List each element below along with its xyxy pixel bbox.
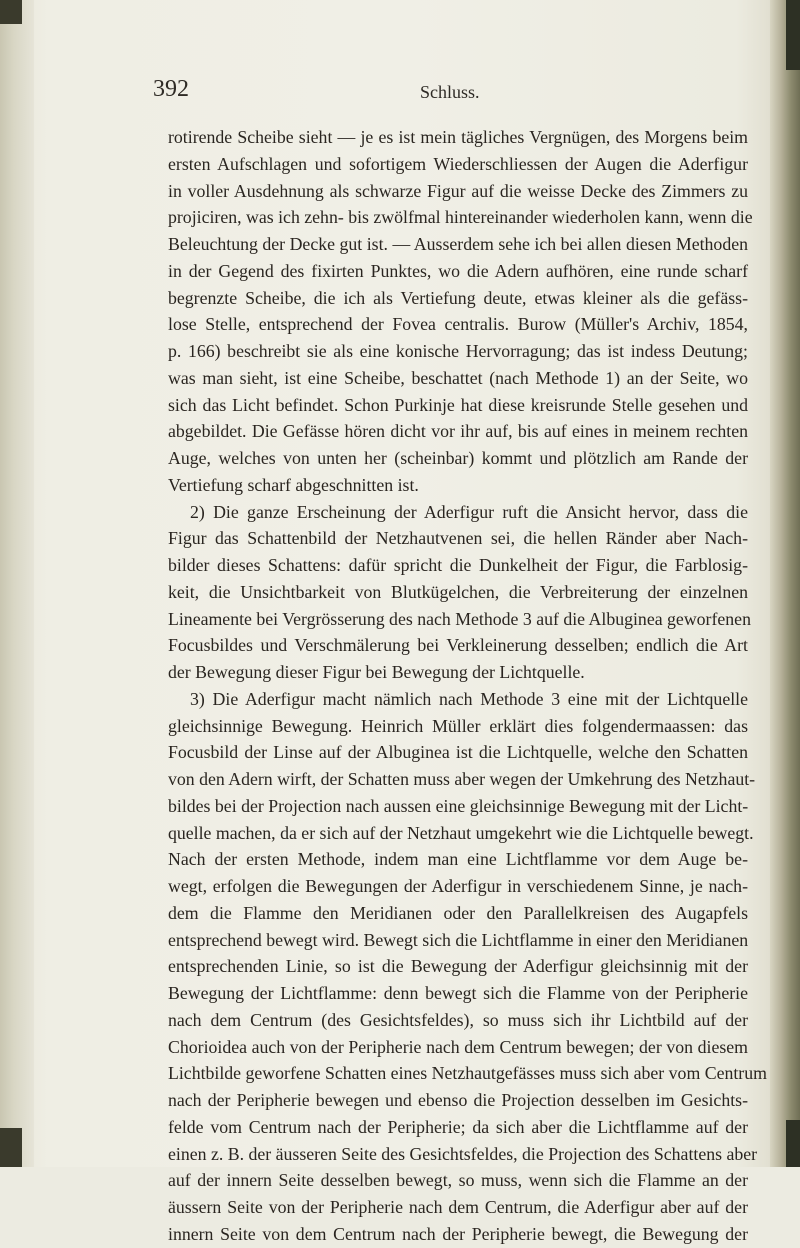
text-line: dem die Flamme den Meridianen oder den Parallelkreisen des Augapfels [168, 902, 748, 923]
text-line: keit, die Unsichtbarkeit von Blutkügelchen, die Verbreiterung der einzelnen [168, 581, 748, 602]
page-header [0, 76, 800, 108]
text-line: Beleuchtung der Decke gut ist. — Ausserdem sehe ich bei allen diesen Methoden [168, 234, 748, 254]
text-line: Chorioidea auch von der Peripherie nach dem Centrum bewegen; der von diesem [168, 1036, 748, 1057]
text-line: p. 166) beschreibt sie als eine konische Hervorragung; das ist indess Deutung; [168, 341, 748, 361]
text-line: entsprechend bewegt wird. Bewegt sich die Lichtflamme in einer den Meridianen [168, 929, 749, 950]
text-line: was man sieht, ist eine Scheibe, beschattet (nach Methode 1) an der Seite, wo [168, 367, 748, 388]
text-line: einen z. B. der äusseren Seite des Gesichtsfeldes, die Projection des Schattens aber [168, 1143, 758, 1164]
text-line: in voller Ausdehnung als schwarze Figur auf die weisse Decke des Zimmers zu [168, 180, 748, 201]
running-head: Schluss. [420, 82, 480, 102]
text-line: begrenzte Scheibe, die ich als Vertiefung deute, etwas kleiner als die gefäss- [168, 287, 748, 308]
text-line: in der Gegend des fixirten Punktes, wo die Adern aufhören, eine runde scharf [168, 260, 748, 281]
text-line: ersten Aufschlagen und sofortigem Wiederschliessen der Augen die Aderfigur [168, 153, 748, 174]
text-line: Auge, welches von unten her (scheinbar) kommt und plötzlich am Rande der [168, 448, 748, 468]
text-line: lose Stelle, entsprechend der Fovea centralis. Burow (Müller's Archiv, 1854, [168, 314, 748, 335]
text-line: Bewegung der Lichtflamme: denn bewegt sich die Flamme von der Peripherie [168, 983, 748, 1003]
text-line: entsprechenden Linie, so ist die Bewegung der Aderfigur gleichsinnig mit der [168, 956, 748, 977]
text-line: Lichtbilde geworfene Schatten eines Netzhautgefässes muss sich aber vom Centrum [168, 1063, 767, 1084]
text-line: von den Adern wirft, der Schatten muss aber wegen der Umkehrung des Netzhaut- [168, 769, 756, 789]
text-line: äussern Seite von der Peripherie nach dem Centrum, die Aderfigur aber auf der [168, 1197, 748, 1217]
page-number: 392 [153, 76, 189, 102]
text-line: Vertiefung scharf abgeschnitten ist. [168, 474, 419, 495]
text-line: Nach der ersten Methode, indem man eine Lichtflamme vor dem Auge be- [168, 849, 748, 870]
text-line: der Bewegung dieser Figur bei Bewegung der Lichtquelle. [168, 662, 585, 682]
paragraph-start-line: 3) Die Aderfigur macht nämlich nach Methode 3 eine mit der Lichtquelle [190, 688, 748, 709]
text-line: wegt, erfolgen die Bewegungen der Aderfigur in verschiedenem Sinne, je nach- [168, 876, 748, 896]
page-edge-right [770, 0, 800, 1167]
text-line: Focusbildes und Verschmälerung bei Verkleinerung desselben; endlich die Art [168, 635, 748, 656]
body-text [168, 124, 767, 1248]
text-line: rotirende Scheibe sieht — je es ist mein tägliches Vergnügen, des Morgens beim [168, 127, 748, 147]
text-line: bilder dieses Schattens: dafür spricht die Dunkelheit der Figur, die Farblosig- [168, 555, 748, 575]
text-line: Focusbild der Linse auf der Albuginea ist die Lichtquelle, welche den Schatten [168, 742, 748, 763]
text-line: bildes bei der Projection nach aussen eine gleichsinnige Bewegung mit der Licht- [168, 795, 749, 816]
text-line: Figur das Schattenbild der Netzhautvenen sei, die hellen Ränder aber Nach- [168, 528, 748, 549]
text-line: projiciren, was ich zehn- bis zwölfmal hintereinander wiederholen kann, wenn die [168, 207, 753, 228]
text-line: gleichsinnige Bewegung. Heinrich Müller erklärt dies folgendermaassen: das [168, 715, 748, 736]
text-line: innern Seite von dem Centrum nach der Peripherie bewegt, die Bewegung der [168, 1223, 748, 1244]
text-line: nach der Peripherie bewegen und ebenso die Projection desselben im Gesichts- [168, 1090, 748, 1110]
text-line: sich das Licht befindet. Schon Purkinje hat diese kreisrunde Stelle gesehen und [168, 394, 748, 415]
text-line: abgebildet. Die Gefässe hören dicht vor ihr auf, bis auf eines in meinem rechten [168, 421, 748, 442]
text-line: Lineamente bei Vergrösserung des nach Methode 3 auf die Albuginea geworfenen [168, 608, 751, 629]
text-line: nach dem Centrum (des Gesichtsfeldes), so muss sich ihr Lichtbild auf der [168, 1009, 748, 1030]
text-line: auf der innern Seite desselben bewegt, so muss, wenn sich die Flamme an der [168, 1170, 748, 1191]
paragraph-start-line: 2) Die ganze Erscheinung der Aderfigur ruft die Ansicht hervor, dass die [190, 501, 748, 522]
text-line: felde vom Centrum nach der Peripherie; da sich aber die Lichtflamme auf der [168, 1116, 748, 1137]
text-line: quelle machen, da er sich auf der Netzhaut umgekehrt wie die Lichtquelle bewegt. [168, 822, 754, 843]
page-gutter-left [0, 0, 34, 1167]
